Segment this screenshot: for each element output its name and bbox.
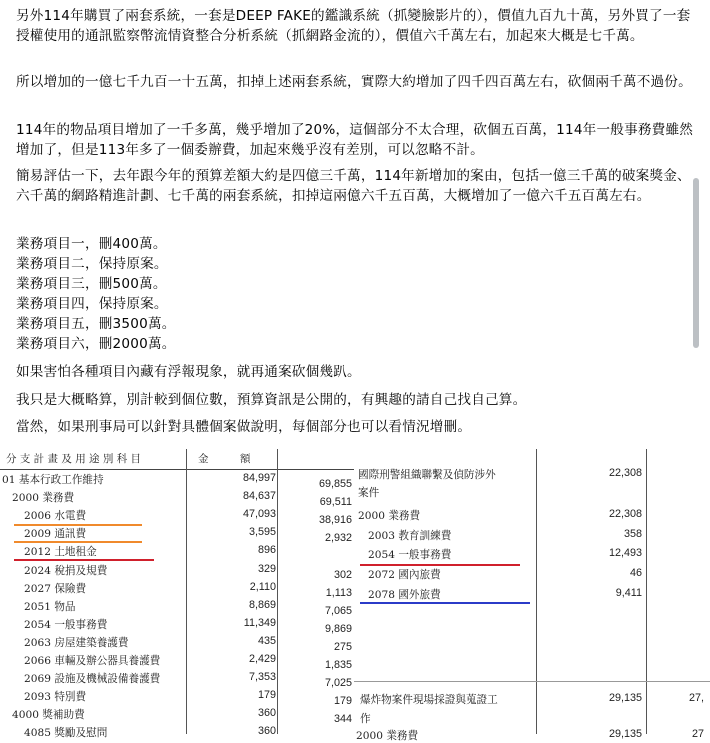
red-underline [14, 559, 154, 561]
table-row-name: 國際刑警組織聯繫及偵防涉外 [358, 469, 496, 481]
table-row-name: 2006 水電費 [24, 510, 87, 523]
table-row-amount-prior: 69,511 [319, 496, 352, 509]
table-row-amount: 329 [257, 562, 276, 575]
column-divider [646, 449, 647, 734]
table-row-name: 2009 通訊費 [24, 528, 87, 541]
table-row-amount-prior: 1,835 [324, 659, 352, 671]
row-divider [354, 681, 710, 682]
column-divider [186, 449, 187, 734]
header-subject: 分 支 計 畫 及 用 途 別 科 目 [6, 453, 142, 465]
list-item: 業務項目三，刪500萬。 [16, 276, 167, 292]
table-row-amount: 2,429 [248, 653, 276, 665]
paragraph-4: 簡易評估一下，去年跟今年的預算差額大約是四億三千萬，114年新增加的案由，包括一億三千萬的破案獎金、六千萬的網路精進計劃、七千萬的兩套系統，扣掉這兩億六千五百萬，大概增加了一億六千五百萬左右。 [16, 168, 691, 204]
table-row-name: 2000 業務費 [12, 492, 75, 505]
table-row-name: 4000 獎補助費 [12, 709, 85, 722]
paragraph-3: 114年的物品項目增加了一千多萬，幾乎增加了20%，這個部分不太合理，砍個五百萬，114年一般事務費雖然增加了，但是113年多了一個委辦費，加起來幾乎沒有差別，可以忽略不計。 [16, 122, 694, 158]
table-row-name: 2072 國內旅費 [368, 569, 441, 581]
table-row-name: 2000 業務費 [358, 510, 421, 522]
row-name: 2000 業務費 [356, 730, 419, 742]
table-row-amount: 435 [257, 634, 276, 647]
table-row-name: 2066 車輛及辦公器具養護費 [24, 655, 161, 667]
table-row-name: 2003 教育訓練費 [368, 530, 452, 542]
budget-table-image-right[interactable] [354, 449, 710, 742]
table-header [0, 449, 278, 470]
list-item: 業務項目二，保持原案。 [16, 256, 168, 272]
item-list [16, 234, 694, 354]
header-amount: 金 額 [198, 453, 251, 465]
column-divider [536, 449, 537, 734]
table-row-amount: 896 [257, 544, 276, 557]
orange-underline [14, 541, 142, 543]
table-row-name: 2078 國外旅費 [368, 589, 441, 601]
table-row-amount: 46 [629, 567, 642, 579]
table-row-name: 2069 設施及機械設備養護費 [24, 673, 161, 686]
table-row-name: 2012 土地租金 [24, 546, 97, 559]
table-row-name: 2093 特別費 [24, 691, 87, 704]
table-row-amount-prior: 9,869 [324, 622, 352, 635]
paragraph-2: 所以增加的一億七千九百一十五萬，扣掉上述兩套系統，實際大約增加了四千四百萬左右，砍個兩千萬不過份。 [16, 74, 692, 90]
closing-2: 我只是大概略算，別計較到個位數，預算資訊是公開的，有興趣的請自己找自己算。 [16, 392, 527, 408]
table-row-amount: 2,110 [249, 580, 276, 593]
table-row-amount: 179 [257, 689, 276, 702]
table-row-amount: 47,093 [242, 508, 276, 521]
table-row-name: 2027 保險費 [24, 582, 87, 595]
table-row-amount-prior: 7,065 [324, 604, 352, 617]
table-row-name: 2051 物品 [24, 600, 76, 613]
attached-images[interactable] [0, 449, 710, 742]
table-row-amount: 8,869 [248, 598, 276, 611]
row-amount-prior: 27 [691, 728, 704, 740]
paragraph-1: 另外114年購買了兩套系統，一套是DEEP FAKE的鑑識系統（抓變臉影片的），價值九百九十萬，另外買了一套授權使用的通訊監察幣流情資整合分析系統（抓網路金流的），價值六千萬左右，加起來大概是七千萬。 [16, 8, 691, 44]
table-row-amount-prior: 69,855 [318, 478, 352, 490]
table-row-amount: 22,308 [608, 467, 642, 479]
list-item: 業務項目一，刪400萬。 [16, 236, 167, 252]
table-row-amount: 9,411 [615, 587, 642, 599]
table-row-amount-prior: 1,113 [325, 586, 352, 599]
row-name: 爆炸物案件現場採證與蒐證工 [360, 694, 498, 706]
orange-underline [14, 524, 142, 526]
row-amount: 29,135 [608, 728, 642, 740]
row-amount: 29,135 [608, 692, 642, 704]
table-row-amount: 3,595 [248, 526, 276, 539]
table-row-amount-prior: 2,932 [324, 532, 352, 545]
budget-table-image-left[interactable] [0, 449, 278, 740]
table-row-name: 2054 一般事務費 [368, 549, 452, 561]
table-row-amount: 12,493 [608, 547, 642, 559]
table-row-amount-prior: 179 [333, 695, 352, 708]
table-row-amount: 360 [257, 725, 276, 738]
table-row-amount: 22,308 [608, 508, 642, 520]
budget-table-image-middle[interactable] [278, 449, 354, 734]
table-row-name: 2063 房屋建築養護費 [24, 636, 129, 649]
table-row-amount-prior: 38,916 [318, 514, 352, 527]
table-row-amount: 84,997 [242, 472, 276, 484]
scrollbar[interactable] [693, 178, 699, 348]
table-row-name: 01 基本行政工作維持 [2, 474, 104, 486]
closing-1: 如果害怕各種項目內藏有浮報現象，就再通案砍個幾趴。 [16, 364, 361, 380]
table-row-amount: 360 [257, 707, 276, 720]
table-row-amount: 84,637 [242, 490, 276, 503]
table-row-amount-prior: 275 [333, 640, 352, 653]
table-row-amount: 358 [623, 528, 642, 540]
table-row-name: 案件 [358, 487, 380, 499]
table-row-name: 2024 稅捐及規費 [24, 564, 108, 577]
list-item: 業務項目五，刪3500萬。 [16, 316, 176, 332]
table-row-name: 4085 獎勵及慰問 [24, 727, 108, 740]
list-item: 業務項目六，刪2000萬。 [16, 336, 176, 352]
table-row-amount: 7,353 [248, 671, 276, 684]
table-row-amount-prior: 7,025 [324, 677, 352, 690]
table-row-amount-prior: 344 [333, 713, 352, 726]
table-row-amount: 11,349 [243, 616, 276, 629]
red-underline [360, 564, 520, 566]
table-row-amount-prior: 302 [333, 568, 352, 581]
blue-underline [360, 602, 530, 604]
table-row-name: 2054 一般事務費 [24, 618, 108, 631]
row-amount-prior: 27, [688, 692, 704, 704]
middle-header [278, 449, 354, 470]
row-name: 作 [360, 713, 371, 725]
closing-3: 當然，如果刑事局可以針對具體個案做說明，每個部分也可以看情況增刪。 [16, 419, 472, 435]
list-item: 業務項目四，保持原案。 [16, 296, 168, 312]
